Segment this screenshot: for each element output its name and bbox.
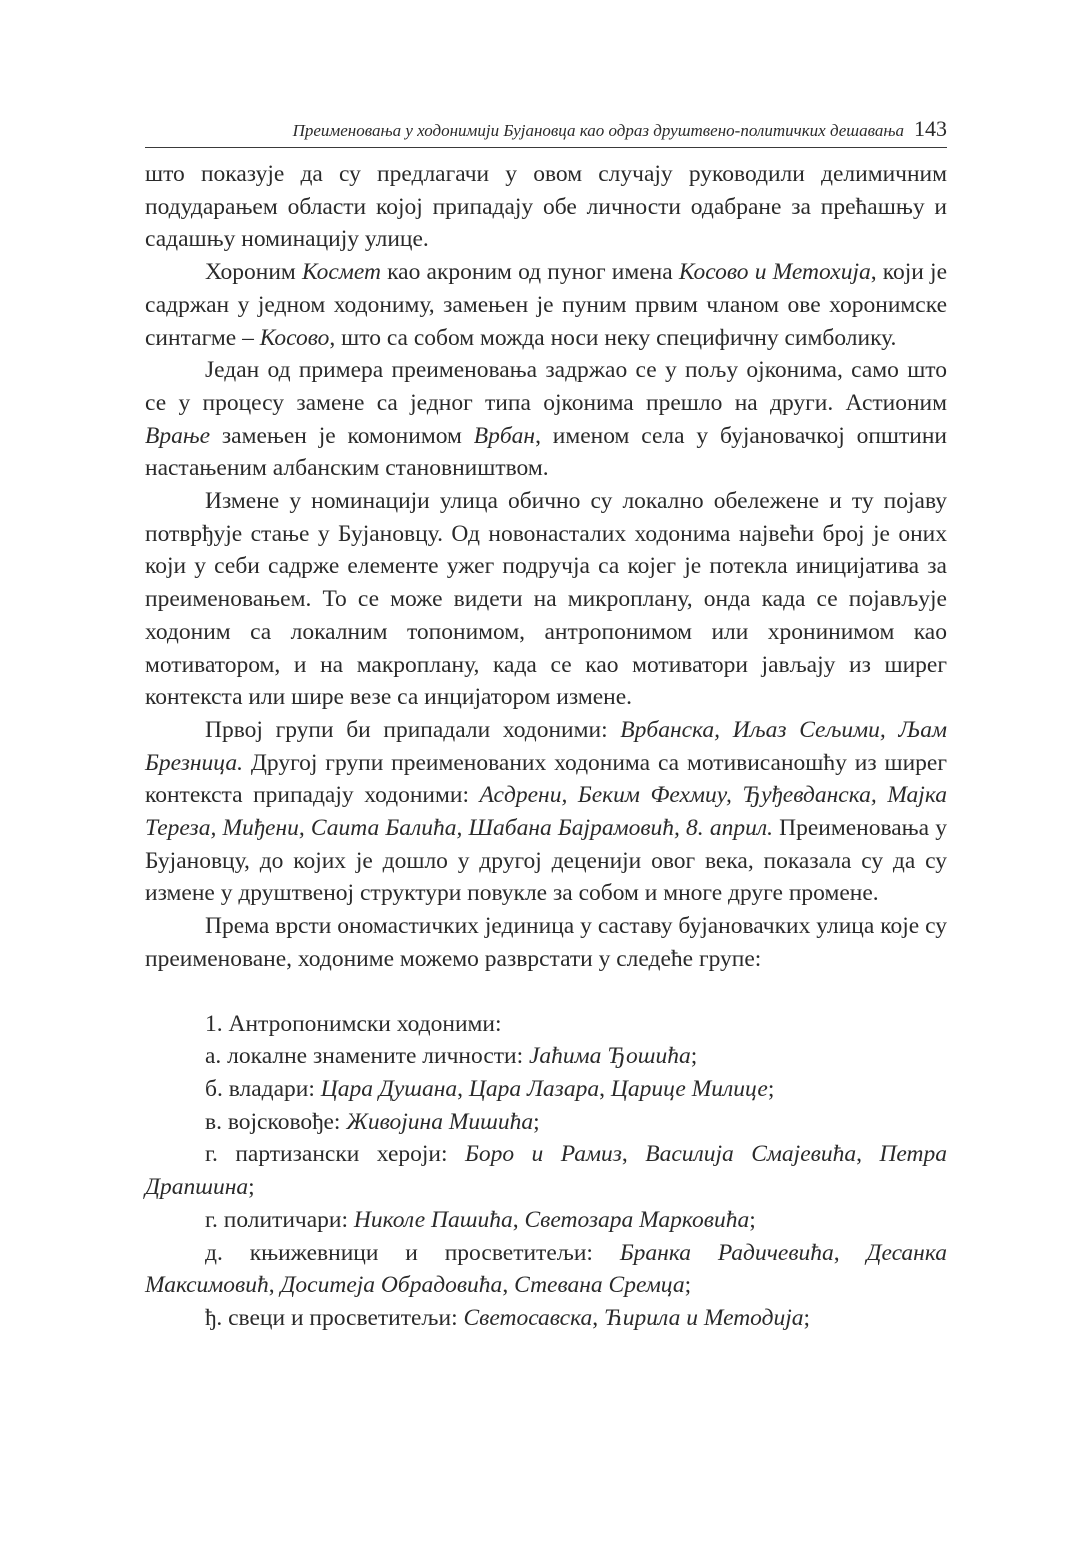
text-run: ; <box>749 1206 756 1233</box>
text-run: као акроним од пуног имена <box>380 259 679 286</box>
text-run: , <box>512 1206 525 1233</box>
text-run: ђ. свеци и просветитељи: <box>205 1304 464 1331</box>
paragraph <box>145 1008 947 1041</box>
text-run: , <box>457 1075 469 1102</box>
paragraph <box>145 1204 947 1237</box>
text-run: ; <box>684 1272 692 1299</box>
italic-term: Косово <box>259 324 330 351</box>
text-run: , <box>599 1075 611 1102</box>
italic-term: Врбанска, Иљаз Сељими, Љам Брезница. <box>145 716 947 776</box>
text-run: , <box>621 1141 646 1168</box>
paragraph <box>145 1302 947 1335</box>
running-header <box>145 116 947 148</box>
paragraph <box>145 910 947 975</box>
italic-term: Живојина Мишића <box>346 1108 534 1135</box>
text-run: Првој групи би припадали ходоними: <box>205 716 621 743</box>
paragraph <box>145 1106 947 1139</box>
italic-term: Царице Милице <box>610 1075 768 1102</box>
paragraph <box>145 714 947 910</box>
paragraph <box>145 1040 947 1073</box>
italic-term: Косово и Метохија <box>678 259 871 286</box>
text-run: ; <box>248 1174 255 1201</box>
italic-term: Боро и Рамиз <box>464 1141 622 1168</box>
text-run: Један од примера преименовања задржао се у пољу ојконима, само што се у процесу замене са једног типа ојконима прешло на други. Астионим <box>145 357 947 416</box>
text-run: Преименовања у Бујановцу, до којих је дошло у другој деценији овог века, показала су да су измене у друштвеној структури повукле за собом и многе друге промене. <box>145 815 948 907</box>
text-run: , <box>592 1304 605 1331</box>
paragraph <box>145 485 947 714</box>
text-run: што показује да су предлагачи у овом случају руководили делимичним подударањем области којој припадају обе личности одабране за прећашњу и садашњу номинацију улице. <box>145 161 947 253</box>
text-run: Другој групи преименованих ходонима са мотивисаношћу из ширег контекста припадају ходоними: <box>145 749 947 809</box>
text-run: Хороним <box>205 259 302 286</box>
italic-term: Врбан <box>473 422 536 449</box>
text-run: Према врсти ономастичких јединица у саставу бујановачких улица које су преименоване, ходониме можемо разврстати у следеће групе: <box>145 913 947 972</box>
italic-term: Космет <box>301 259 381 286</box>
text-run: , што са собом можда носи неку специфичну симболику. <box>329 324 897 351</box>
text-run: Измене у номинацији улица обично су локално обележене и ту појаву потврђује стање у Бујановцу. Од новонасталих ходонима највећи број је оних који у себи садрже елементе ужег подручја са којег је потекла иницијатива за преименовањем. То се може видети на микроплану, онда када се појављује ходоним са локалним топонимом, антропонимом или хронинимом као мотиватором, и на макроплану, када се као мотиватори јављају из ширег контекста или шире везе са инцијатором измене. <box>145 488 947 711</box>
paragraph <box>145 1073 947 1106</box>
text-run: а. локалне знамените личности: <box>205 1043 529 1070</box>
italic-term: Асдрени, Беким Фехмиу, Ђуђевданска, Мајка Тереза, Миђени, Саита Балића, Шабана Бајрамовић, 8. април. <box>145 782 947 842</box>
paragraph <box>145 1237 947 1302</box>
italic-term: Бранка Радичевића <box>619 1239 834 1266</box>
italic-term: Ћирила и Методија <box>604 1304 804 1331</box>
body-text <box>145 158 947 1335</box>
text-run: д. књижевници и просветитељи: <box>205 1239 620 1266</box>
text-run: г. партизански хероји: <box>205 1141 465 1168</box>
italic-term: Јаћима Ђошића <box>529 1043 691 1070</box>
text-run: ; <box>690 1043 698 1070</box>
text-run: , <box>502 1272 515 1299</box>
italic-term: Петра Драпшина <box>145 1141 947 1201</box>
text-run: г. политичари: <box>205 1206 354 1233</box>
text-run: , који је садржан у једном ходониму, замењен је пуним првим чланом ове хоронимске синтагме – <box>145 259 948 351</box>
italic-term: Светосавска <box>463 1304 593 1331</box>
italic-term: Цара Лазара <box>468 1075 600 1102</box>
italic-term: Врање <box>145 422 211 449</box>
page-number: 143 <box>914 116 947 141</box>
text-run: ; <box>767 1075 775 1102</box>
paragraph <box>145 158 947 256</box>
text-run: , <box>856 1141 880 1168</box>
paragraph <box>145 256 947 354</box>
paragraph <box>145 1138 947 1203</box>
italic-term: Николе Пашића <box>353 1206 513 1233</box>
text-run: б. владари: <box>205 1075 321 1102</box>
text-run: ; <box>533 1108 540 1135</box>
text-run: , <box>268 1272 281 1299</box>
text-run: 1. Антропонимски ходоними: <box>205 1010 502 1037</box>
paragraph <box>145 354 947 485</box>
italic-term: Цара Душана <box>320 1075 458 1102</box>
text-run: , <box>833 1239 867 1266</box>
italic-term: Светозара Марковића <box>524 1206 750 1233</box>
italic-term: Василија Смајевића <box>645 1141 857 1168</box>
italic-term: Десанка Максимовић <box>145 1239 947 1299</box>
running-title: Преименовања у ходонимији Бујановца као одраз друштвено-политичких дешавања <box>292 121 904 140</box>
text-run: , именом села у бујановачкој општини настањеним албанским становништвом. <box>145 422 947 482</box>
italic-term: Доситеја Обрадовића <box>280 1272 503 1299</box>
text-run: замењен је комонимом <box>210 422 474 449</box>
italic-term: Стевана Сремца <box>514 1272 685 1299</box>
text-run: в. војсковође: <box>205 1108 347 1135</box>
text-run: ; <box>803 1304 811 1331</box>
